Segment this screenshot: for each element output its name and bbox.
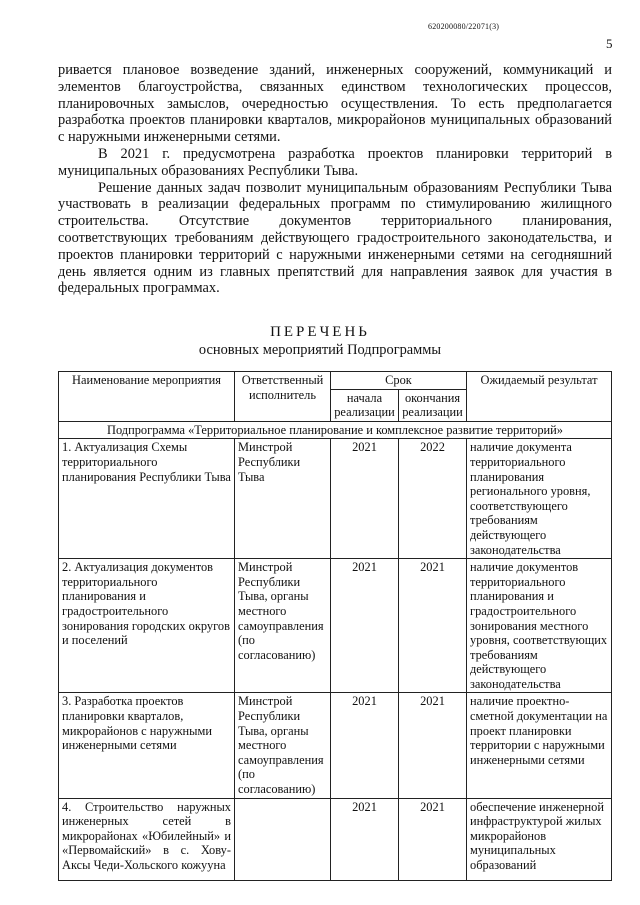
subprogram-title: Подпрограмма «Территориальное планирование и комплексное развитие территорий» — [59, 421, 612, 439]
measure-start: 2021 — [331, 559, 399, 693]
measure-start: 2021 — [331, 798, 399, 880]
measure-end: 2022 — [399, 439, 467, 559]
measure-name: 4. Строительство наружных инженерных сетей в микрорайонах «Юбилейный» и «Первомайский» в с. Хову-Аксы Чеди-Хольского кожууна — [59, 798, 235, 880]
table-row — [59, 559, 612, 693]
header-name: Наименование мероприятия — [59, 372, 235, 422]
list-title: ПЕРЕЧЕНЬ — [270, 324, 370, 340]
header-end: окончания реализации — [399, 389, 467, 421]
measure-name: 3. Разработка проектов планировки кварталов, микрорайонов с наружными инженерными сетями — [59, 693, 235, 798]
table-row — [59, 439, 612, 559]
measure-responsible: Минстрой Республики Тыва, органы местного самоуправления (по согласованию) — [235, 559, 331, 693]
body-text — [58, 62, 612, 297]
measure-result: наличие проектно-сметной документации на проект планировки территории с наружными инженерными сетями — [467, 693, 612, 798]
measure-responsible — [235, 798, 331, 880]
header-result: Ожидаемый результат — [467, 372, 612, 422]
measures-table — [58, 371, 612, 881]
header-term: Срок — [331, 372, 467, 390]
paragraph: ривается плановое возведение зданий, инженерных сооружений, коммуникаций и элементов благоустройства, связанных единством технологических процессов, планировочных замыслов, очередностью осуществления. То есть предполагается разработка проектов планировки кварталов, микрорайонов муниципальных образований с наружными инженерными сетями. — [58, 62, 612, 146]
measure-end: 2021 — [399, 798, 467, 880]
measure-responsible: Минстрой Республики Тыва — [235, 439, 331, 559]
measure-end: 2021 — [399, 559, 467, 693]
measure-start: 2021 — [331, 693, 399, 798]
measure-name: 1. Актуализация Схемы территориального планирования Республики Тыва — [59, 439, 235, 559]
table-row — [59, 798, 612, 880]
measure-result: наличие документов территориального планирования и градостроительного зонирования местного уровня, соответствующих требованиям действующего законодательства — [467, 559, 612, 693]
measure-result: наличие документа территориального планирования регионального уровня, соответствующего требованиям действующего законодательства — [467, 439, 612, 559]
paragraph: В 2021 г. предусмотрена разработка проектов планировки территорий в муниципальных образованиях Республики Тыва. — [58, 145, 612, 179]
measure-start: 2021 — [331, 439, 399, 559]
header-responsible: Ответственный исполнитель — [235, 372, 331, 422]
list-subtitle: основных мероприятий Подпрограммы — [198, 342, 442, 358]
header-start: начала реализации — [331, 389, 399, 421]
table-row — [59, 693, 612, 798]
paragraph: Решение данных задач позволит муниципальным образованиям Республики Тыва участвовать в реализации федеральных программ по стимулированию жилищного строительства. Отсутствие документов территориального планирования, соответствующих требованиям действующего градостроительного законодательства, и проектов планировки территорий с наружными инженерными сетями на сегодняшний день является одним из главных препятствий для направления заявок для участия в федеральных программах. — [58, 179, 612, 297]
measure-result: обеспечение инженерной инфраструктурой жилых микрорайонов муниципальных образований — [467, 798, 612, 880]
page-number: 5 — [606, 36, 613, 51]
subprogram-row — [59, 421, 612, 439]
doc-id: 620200080/22071(3) — [428, 22, 500, 31]
measure-end: 2021 — [399, 693, 467, 798]
measure-name: 2. Актуализация документов территориального планирования и градостроительного зонирования городских округов и поселений — [59, 559, 235, 693]
measure-responsible: Минстрой Республики Тыва, органы местного самоуправления (по согласованию) — [235, 693, 331, 798]
header-row — [59, 372, 612, 390]
